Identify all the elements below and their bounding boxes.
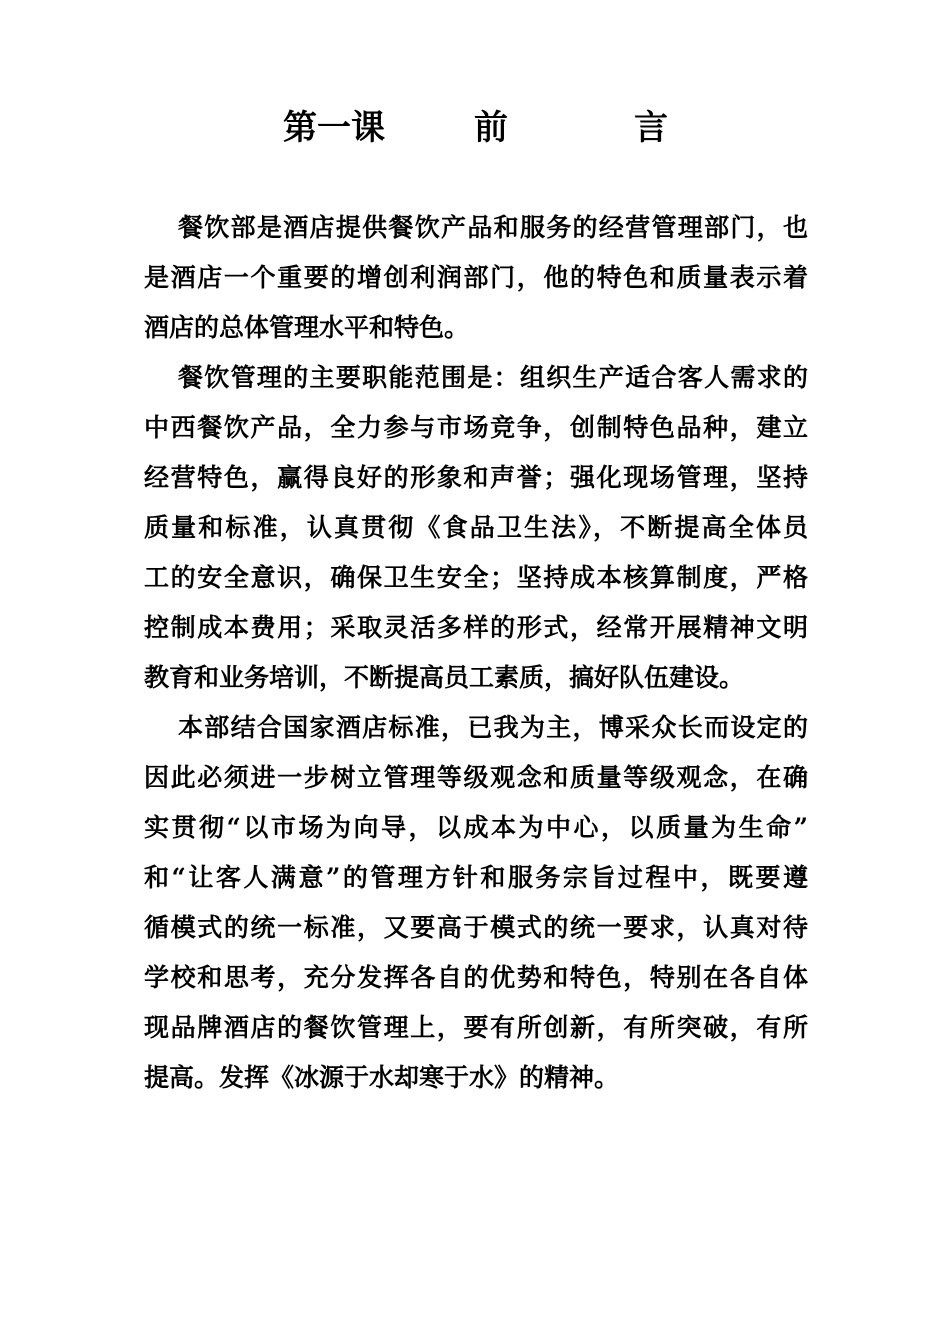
paragraph-line: 因此必须进一步树立管理等级观念和质量等级观念，在确 <box>144 763 808 792</box>
title-char-qian: 前 <box>474 108 508 148</box>
paragraph-line: 餐饮管理的主要职能范围是：组织生产适合客人需求的 <box>178 363 808 392</box>
paragraph-2 <box>144 353 808 703</box>
title-lesson: 第一课 <box>283 108 385 148</box>
paragraph-line: 工的安全意识，确保卫生安全；坚持成本核算制度，严格 <box>144 563 808 592</box>
paragraph-3 <box>144 703 808 1103</box>
paragraph-line: 酒店的总体管理水平和特色。 <box>144 313 470 342</box>
paragraph-line: 提高。发挥《冰源于水却寒于水》的精神。 <box>144 1063 620 1092</box>
paragraph-line: 现品牌酒店的餐饮管理上，要有所创新，有所突破，有所 <box>144 1013 808 1042</box>
body-text <box>144 203 808 1103</box>
paragraph-line: 经营特色，赢得良好的形象和声誉；强化现场管理，坚持 <box>144 463 808 492</box>
paragraph-line: 是酒店一个重要的增创利润部门，他的特色和质量表示着 <box>144 263 808 292</box>
paragraph-line: 教育和业务培训，不断提高员工素质，搞好队伍建设。 <box>144 663 745 692</box>
paragraph-line: 循模式的统一标准，又要高于模式的统一要求，认真对待 <box>144 913 808 942</box>
paragraph-line: 控制成本费用；采取灵活多样的形式，经常开展精神文明 <box>144 613 808 642</box>
paragraph-line: 和“让客人满意”的管理方针和服务宗旨过程中，既要遵 <box>144 863 808 892</box>
paragraph-line: 质量和标准，认真贯彻《食品卫生法》，不断提高全体员 <box>144 513 808 542</box>
paragraph-line: 餐饮部是酒店提供餐饮产品和服务的经营管理部门，也 <box>178 213 808 242</box>
paragraph-1 <box>144 203 808 353</box>
paragraph-line: 中西餐饮产品，全力参与市场竞争，创制特色品种，建立 <box>144 413 808 442</box>
page-title <box>0 103 950 153</box>
paragraph-line: 实贯彻“以市场为向导，以成本为中心，以质量为生命” <box>144 813 808 842</box>
paragraph-line: 学校和思考，充分发挥各自的优势和特色，特别在各自体 <box>144 963 808 992</box>
title-char-yan: 言 <box>634 108 668 148</box>
paragraph-line: 本部结合国家酒店标准，已我为主，博采众长而设定的 <box>178 713 808 742</box>
